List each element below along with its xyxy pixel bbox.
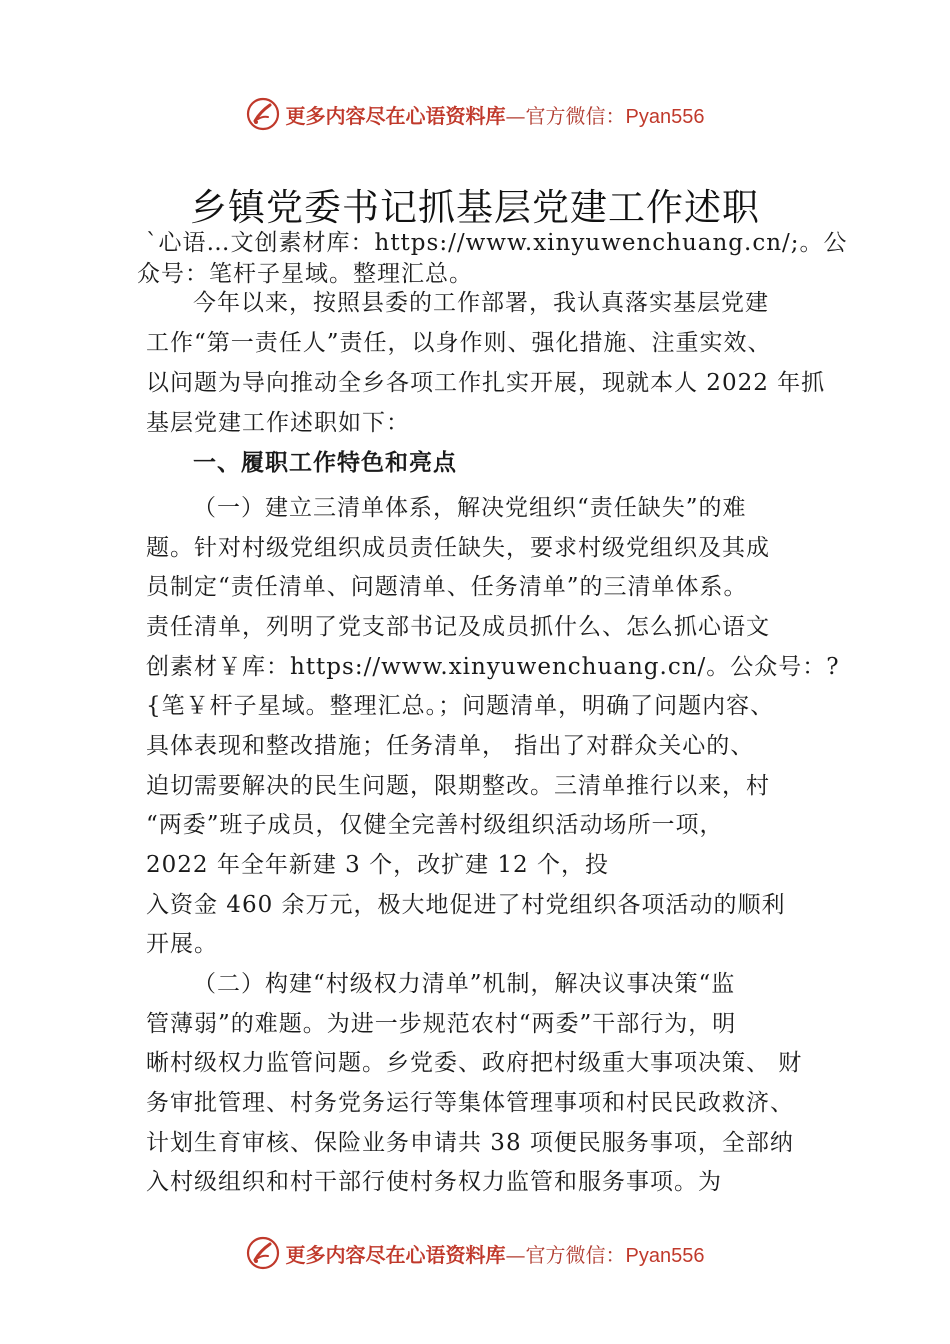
document-title: 乡镇党委书记抓基层党建工作述职 <box>190 186 760 229</box>
body-line: 开展。 <box>146 931 218 957</box>
body-line: 以问题为导向推动全乡各项工作扎实开展，现就本人 2022 年抓 <box>146 370 826 396</box>
body-line: 基层党建工作述职如下： <box>146 410 410 436</box>
footer-banner <box>0 1233 950 1273</box>
body-line: 责任清单，列明了党支部书记及成员抓什么、怎么抓心语文 <box>146 614 770 640</box>
body-line: 工作“第一责任人”责任，以身作则、强化措施、注重实效、 <box>146 330 772 356</box>
body-line: 题。针对村级党组织成员责任缺失，要求村级党组织及其成 <box>146 535 770 561</box>
body-line: 管薄弱”的难题。为进一步规范农村“两委”干部行为，明 <box>146 1011 737 1037</box>
body-line: 2022 年全年新建 3 个，改扩建 12 个，投 <box>146 852 609 878</box>
body-line: 具体表现和整改措施；任务清单， 指出了对群众关心的、 <box>146 733 755 759</box>
body-line: （二）构建“村级权力清单”机制，解决议事决策“监 <box>193 971 736 997</box>
body-line: 创素材￥库：https://www.xinyuwenchuang.cn/。公众号：? <box>146 654 840 680</box>
body-line: 入资金 460 余万元，极大地促进了村党组织各项活动的顺利 <box>146 892 786 918</box>
body-line: 今年以来，按照县委的工作部署，我认真落实基层党建 <box>193 290 769 316</box>
body-line: （一）建立三清单体系，解决党组织“责任缺失”的难 <box>193 495 747 521</box>
body-line: 务审批管理、村务党务运行等集体管理事项和村民民政救济、 <box>146 1090 794 1116</box>
body-line: 入村级组织和村干部行使村务权力监管和服务事项。为 <box>146 1169 722 1195</box>
body-line: 众号：笔杆子星域。整理汇总。 <box>137 261 473 287</box>
body-line: 晰村级权力监管问题。乡党委、政府把村级重大事项决策、 财 <box>146 1050 803 1076</box>
brush-logo-icon <box>246 97 280 131</box>
section-heading: 一、履职工作特色和亮点 <box>193 450 457 476</box>
body-line: {笔￥杆子星域。整理汇总。；问题清单，明确了问题内容、 <box>146 693 775 719</box>
brush-logo-icon <box>246 1236 280 1270</box>
body-line: 计划生育审核、保险业务申请共 38 项便民服务事项，全部纳 <box>146 1130 794 1156</box>
banner-text: 更多内容尽在心语资料库—官方微信：Pyan556 <box>285 103 705 128</box>
body-line: “两委”班子成员，仅健全完善村级组织活动场所一项， <box>146 812 724 838</box>
header-banner <box>0 94 950 134</box>
body-line: 迫切需要解决的民生问题，限期整改。三清单推行以来，村 <box>146 773 770 799</box>
body-line: `心语…文创素材库：https://www.xinyuwenchuang.cn/;。公 <box>146 230 848 256</box>
banner-text: 更多内容尽在心语资料库—官方微信：Pyan556 <box>285 1242 705 1267</box>
body-line: 员制定“责任清单、问题清单、任务清单”的三清单体系。 <box>146 574 748 600</box>
